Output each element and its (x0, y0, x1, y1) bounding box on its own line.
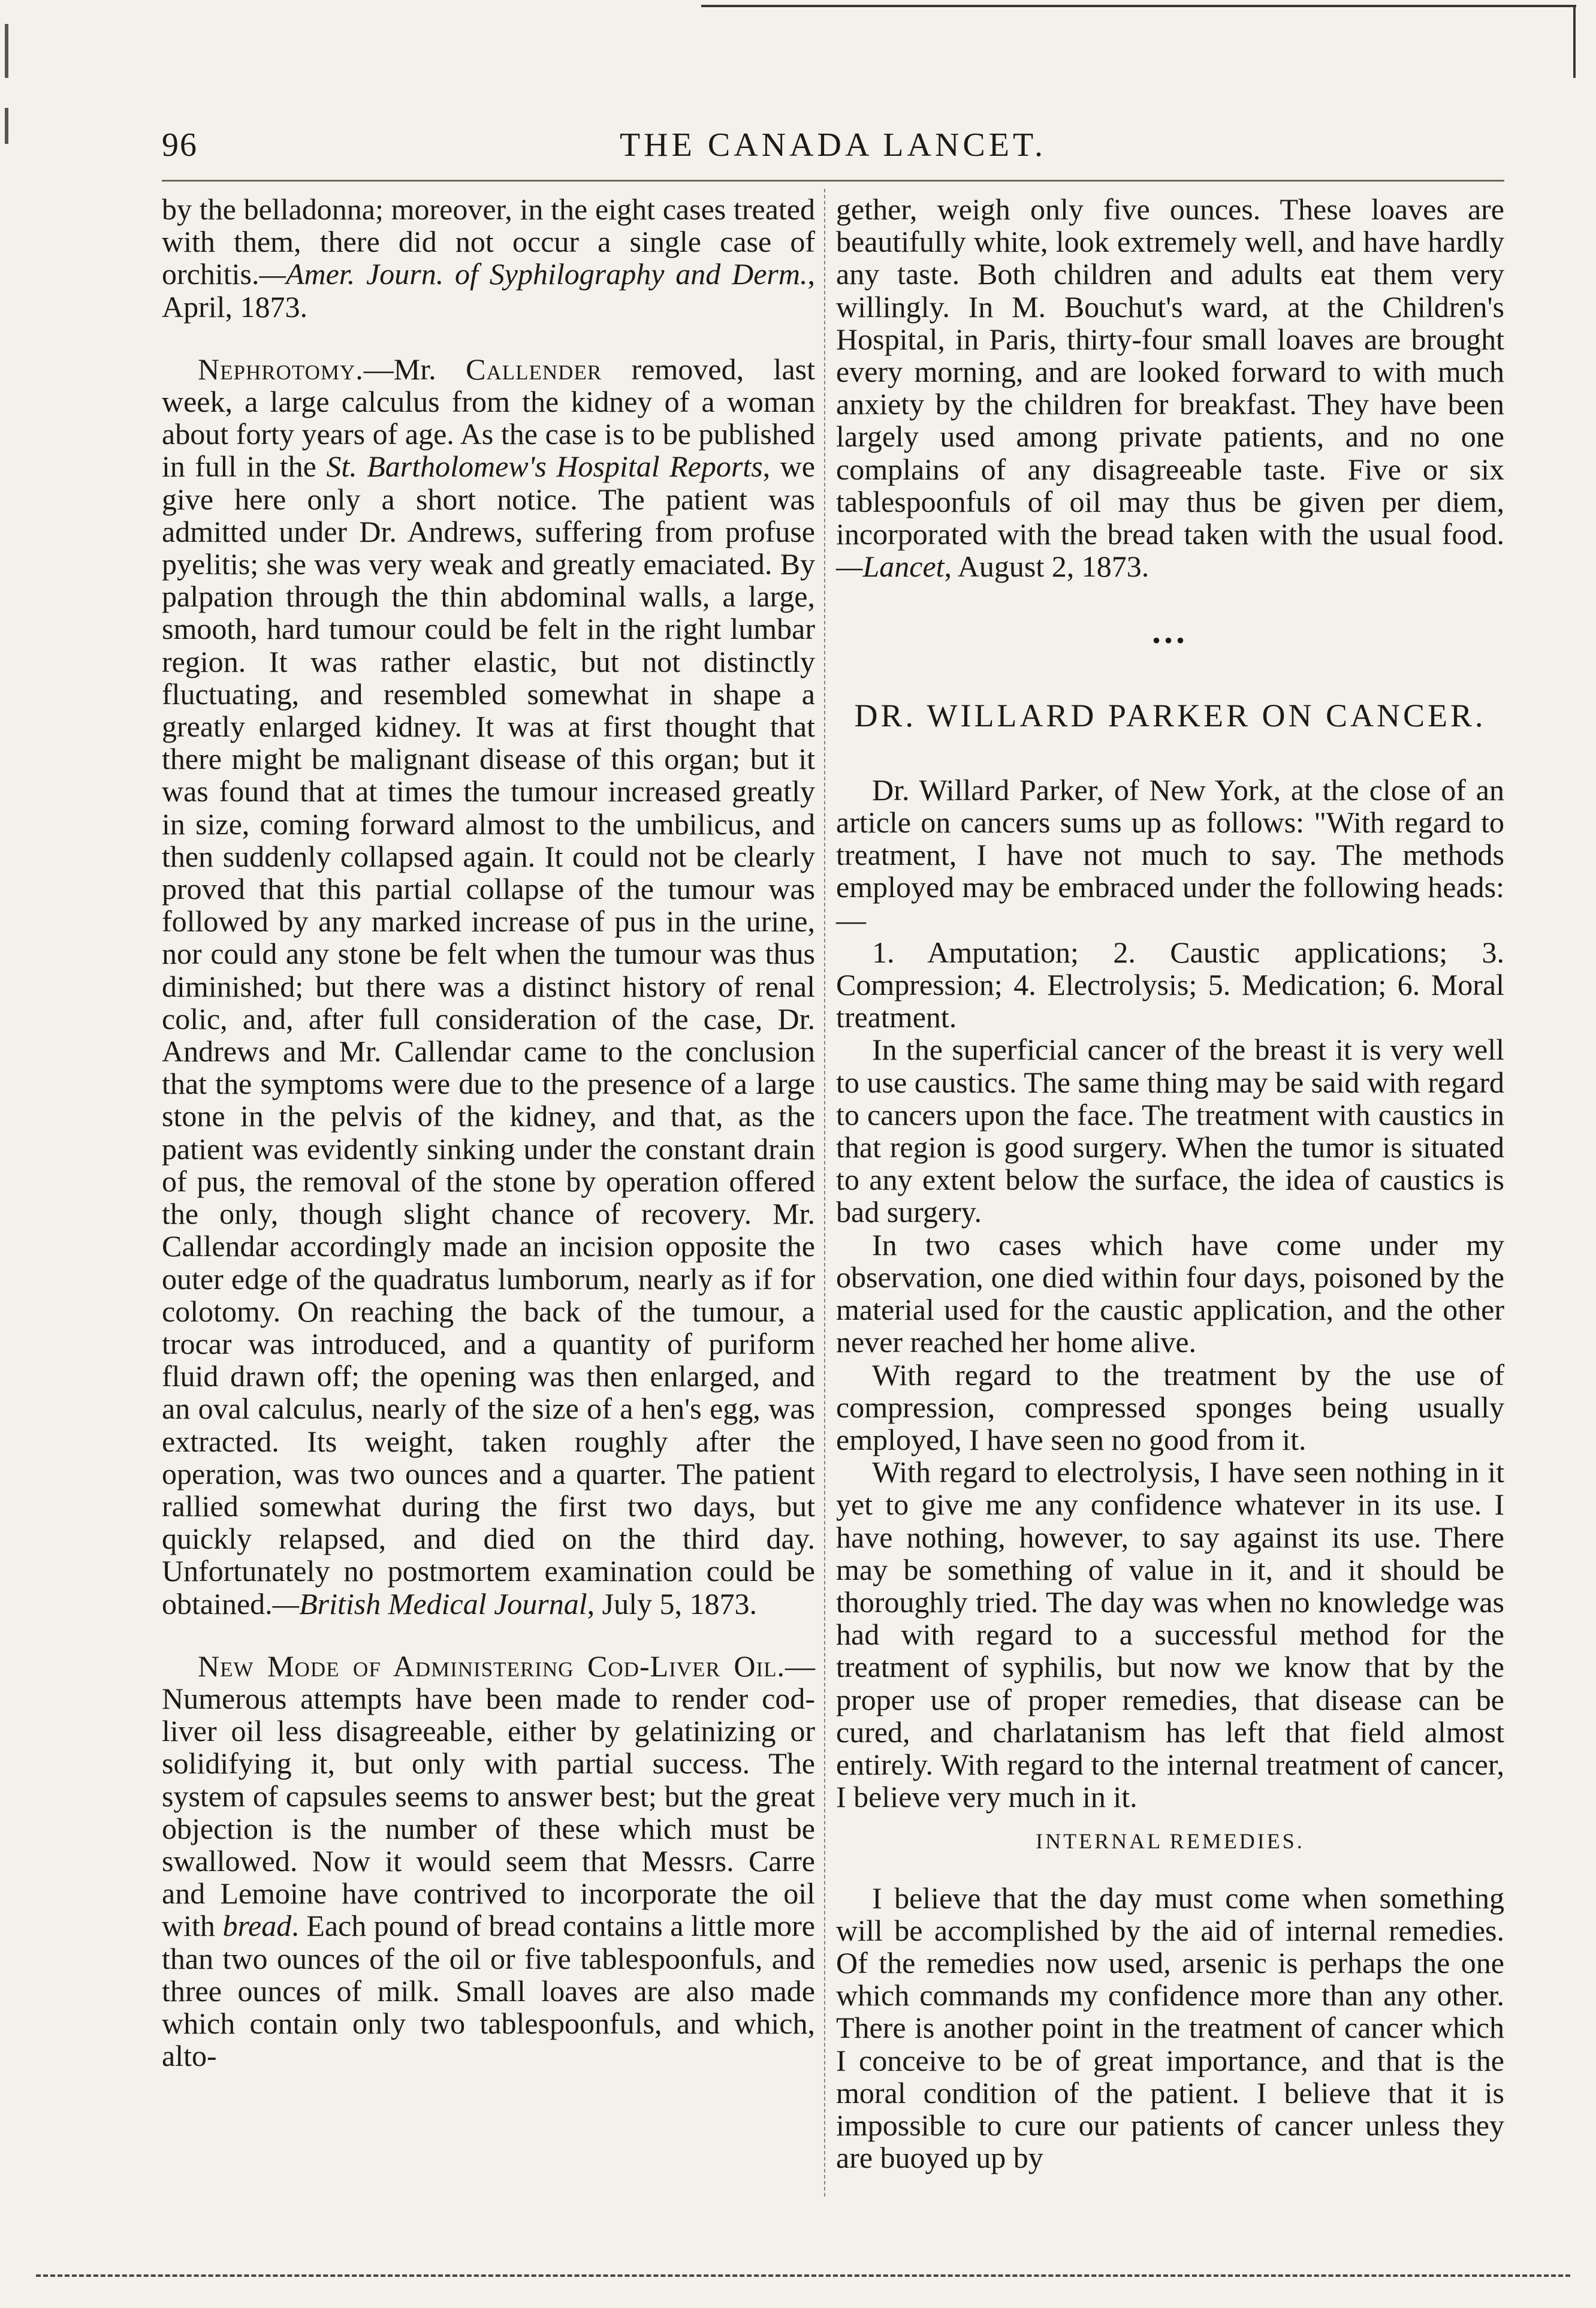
margin-mark (5, 24, 8, 78)
top-edge-rule (701, 5, 1576, 7)
paragraph-text: —Mr. (363, 352, 466, 386)
paragraph-text: , we give here only a short notice. The patient was admitted under Dr. Andrews, suffering from profuse pyelitis; she was very weak and greatly emaciated. By palpation through the thin abdominal walls, a large, smooth, hard tumour could be felt in the right lumbar region. It was rather elastic, but not distinctly fluctuating, and resembled somewhat in shape a greatly enlarged kidney. It was at first thought that there might be malignant disease of this organ; but it was found that at times the tumour increased greatly in size, coming forward almost to the umbilicus, and then suddenly collapsed again. It could not be clearly proved that this partial collapse of the tumour was followed by any marked increase of pus in the urine, nor could any stone be felt when the tumour was thus diminished; but there was a distinct history of renal colic, and, after full consideration of the case, Dr. Andrews and Mr. Callendar came to the conclusion that the symptoms were due to the presence of a large stone in the pelvis of the kidney, and that, as the patient was evidently sinking under the constant drain of pus, the removal of the stone by operation offered the only, though slight chance of recovery. Mr. Callendar accordingly made an incision opposite the outer edge of the quadratus lumborum, nearly as if for colotomy. On reaching the back of the tumour, a trocar was introduced, and a quantity of puriform fluid drawn off; the opening was then enlarged, and an oval calculus, nearly of the size of a hen's egg, was extracted. Its weight, taken roughly after the operation, was two ounces and a quarter. The patient rallied somewhat during the first two days, but quickly relapsed, and died on the third day. Unfortunately no postmortem examination could be obtained. (162, 449, 815, 1621)
paragraph-cod-liver-continued (836, 193, 1504, 583)
margin-mark (5, 108, 8, 144)
citation-date: , August 2, 1873. (944, 550, 1150, 584)
paragraph-caustics: In the superficial cancer of the breast it is very well to use caustics. The same thing may be said with regard to cancers upon the face. The treatment with caustics in that region is good surgery. When the tumor is situated to any extent below the surface, the idea of caustics is bad surgery. (836, 1033, 1504, 1229)
header-rule (162, 180, 1504, 182)
author-name: Callender (466, 352, 602, 386)
treatment-list: 1. Amputation; 2. Caustic applications; 3. Compression; 4. Electrolysis; 5. Medication; 6. Moral treatment. (836, 935, 1504, 1034)
paragraph-cod-liver-oil (162, 1650, 815, 2072)
left-column (162, 193, 815, 2072)
paragraph-parker-intro: Dr. Willard Parker, of New York, at the close of an article on cancers sums up as follows: "With regard to treatment, I have not much to say. The methods employed may be embraced under the following heads:— (836, 773, 1504, 937)
column-divider (824, 189, 825, 2197)
section-title: Nephrotomy. (198, 352, 364, 386)
section-separator: ••• (1152, 627, 1188, 654)
citation: —Amer. Journ. of Syphilography and Derm. (259, 257, 808, 291)
section-title: New Mode of Administering Cod-Liver Oil. (198, 1649, 785, 1683)
paragraph-text: —Numerous attempts have been made to render cod-liver oil less disagreeable, either by gelatinizing or solidifying it, but only with partial success. The system of capsules seems to answer best; but the great objection is the number of these which must be swallowed. Now it would seem that Messrs. Carre and Lemoine have contrived to incorporate the oil with (162, 1649, 815, 1943)
paragraph-nephrotomy (162, 353, 815, 1620)
citation-date: , July 5, 1873. (587, 1586, 757, 1621)
journal-title: THE CANADA LANCET. (619, 126, 1047, 164)
paragraph-text: . Each pound of bread contains a little more than two ounces of the oil or five tablespoonfuls, and three ounces of milk. Small loaves are also made which contain only two tablespoonfuls, and which, alto- (162, 1909, 815, 2073)
subheading-internal-remedies: INTERNAL REMEDIES. (1036, 1829, 1305, 1854)
citation: —Lancet (836, 550, 945, 584)
emphasis: bread (222, 1909, 292, 1943)
paragraph-belladonna (162, 193, 815, 323)
paragraph-text: gether, weigh only five ounces. These loaves are beautifully white, look extremely well, and have hardly any taste. Both children and adults eat them very willingly. In M. Bouchut's ward, at the Children's Hospital, in Paris, thirty-four small loaves are brought every morning, and are looked forward to with much anxiety by the children for breakfast. They have been largely used among private patients, and no one complains of any disagreeable taste. Five or six tablespoonfuls of oil may thus be given per diem, incorporated with the bread taken with the usual food. (836, 192, 1504, 551)
paragraph-internal-remedies: I believe that the day must come when something will be accomplished by the aid of internal remedies. Of the remedies now used, arsenic is perhaps the one which commands my confidence more than any other. There is another point in the treatment of cancer which I conceive to be of great importance, and that is the moral condition of the patient. I believe that it is impossible to cure our patients of cancer unless they are buoyed up by (836, 1881, 1504, 2175)
citation-date: , April, 1873. (162, 257, 815, 324)
paragraph-compression: With regard to the treatment by the use of compression, compressed sponges being usually employed, I have seen no good from it. (836, 1357, 1504, 1456)
bottom-edge-rule (36, 2274, 1570, 2277)
paragraph-text: removed, last week, a large calculus from the kidney of a woman about forty years of age. As the case is to be published in full in the (162, 352, 815, 484)
paragraph-text: by the belladonna; moreover, in the eight cases treated with them, there did not occur a single case of orchitis. (162, 192, 815, 291)
citation: —British Medical Journal (272, 1586, 587, 1621)
paragraph-electrolysis: With regard to electrolysis, I have seen nothing in it yet to give me any confidence whatever in its use. I have nothing, however, to say against its use. There may be something of value in it, and it should be thoroughly tried. The day was when no knowledge was had with regard to a successful method for the treatment of syphilis, but now we know that by the proper use of proper remedies, that disease can be cured, and charlatanism has left that field almost entirely. With regard to the internal treatment of cancer, I believe very much in it. (836, 1455, 1504, 1814)
page-edge-mark (1573, 6, 1576, 78)
paragraph-two-cases: In two cases which have come under my observation, one died within four days, poisoned by the material used for the caustic application, and the other never reached her home alive. (836, 1227, 1504, 1359)
page-header (162, 120, 1504, 174)
page-number: 96 (162, 126, 198, 164)
right-column (836, 193, 1504, 2174)
article-title: DR. WILLARD PARKER ON CANCER. (854, 697, 1486, 734)
reference-title: St. Bartholomew's Hospital Reports (326, 449, 763, 484)
